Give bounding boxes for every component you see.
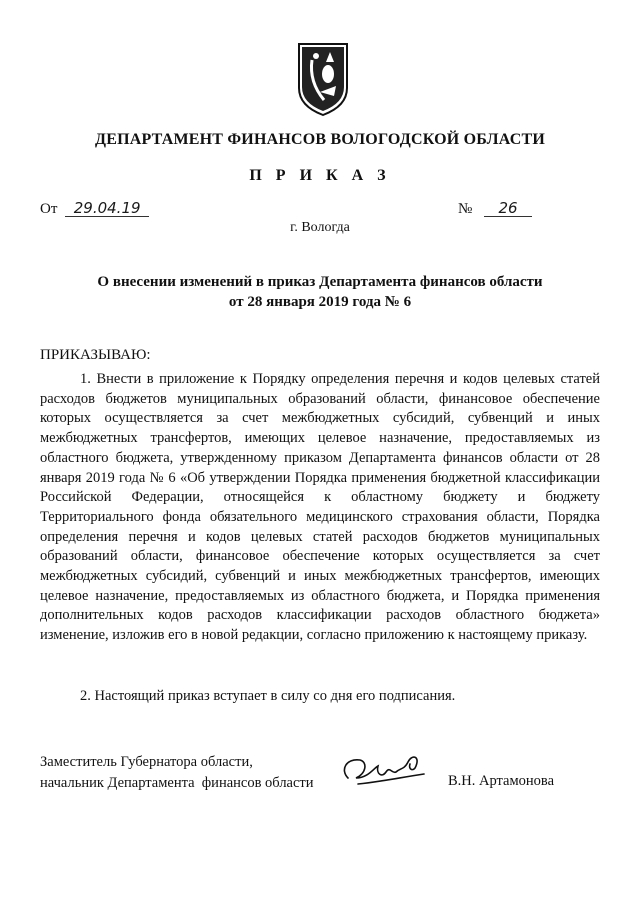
handwritten-signature: [338, 748, 430, 792]
department-title: ДЕПАРТАМЕНТ ФИНАНСОВ ВОЛОГОДСКОЙ ОБЛАСТИ: [94, 131, 546, 148]
paragraph-item-2: 2. Настоящий приказ вступает в силу со дня его подписания.: [80, 688, 456, 704]
role-line-2: начальник Департамента финансов области: [40, 775, 314, 791]
date-field: [40, 200, 149, 218]
subject-line-1: О внесении изменений в приказ Департамента финансов области: [97, 274, 543, 290]
number-field: [458, 200, 532, 218]
role-line-1: Заместитель Губернатора области,: [40, 754, 253, 770]
city: г. Вологда: [290, 220, 350, 235]
document-type-title: П Р И К А З: [249, 167, 391, 184]
date-value: 29.04.19: [65, 200, 149, 217]
number-label: №: [458, 201, 473, 217]
date-label: От: [40, 201, 58, 217]
signatory-role: [40, 752, 314, 794]
signatory-name: В.Н. Артамонова: [448, 773, 555, 789]
paragraph-item-1: 1. Внести в приложение к Порядку определения перечня и кодов целевых статей расходов бюджетов муниципальных образований области, финансовое обеспечение которых осуществляется за счет межбюджетных субсидий, субвенций и иных межбюджетных трансфертов, имеющих целевое назначение, предоставляемых из областного бюджета, утвержденному приказом Департамента финансов области от 28 января 2019 года № 6 «Об утверждении Порядка применения бюджетной классификации Российской Федерации, относящейся к областному бюджету и бюджету Территориального фонда обязательного медицинского страхования области, Порядка определения перечня и кодов целевых статей расходов бюджетов муниципальных образований области, финансовое обеспечение которых осуществляется за счет межбюджетных субсидий, субвенций и иных межбюджетных трансфертов, имеющих целевое назначение, предоставляемых из областного бюджета, и Порядка применения дополнительных кодов расходов классификации расходов областного бюджета» изменение, изложив его в новой редакции, согласно приложению к настоящему приказу.: [40, 371, 600, 644]
number-value: 26: [484, 200, 532, 217]
coat-of-arms-emblem: [296, 40, 350, 118]
decree-heading: ПРИКАЗЫВАЮ:: [40, 347, 151, 363]
subject-line-2: от 28 января 2019 года № 6: [228, 294, 412, 310]
document-subject: [60, 272, 580, 312]
